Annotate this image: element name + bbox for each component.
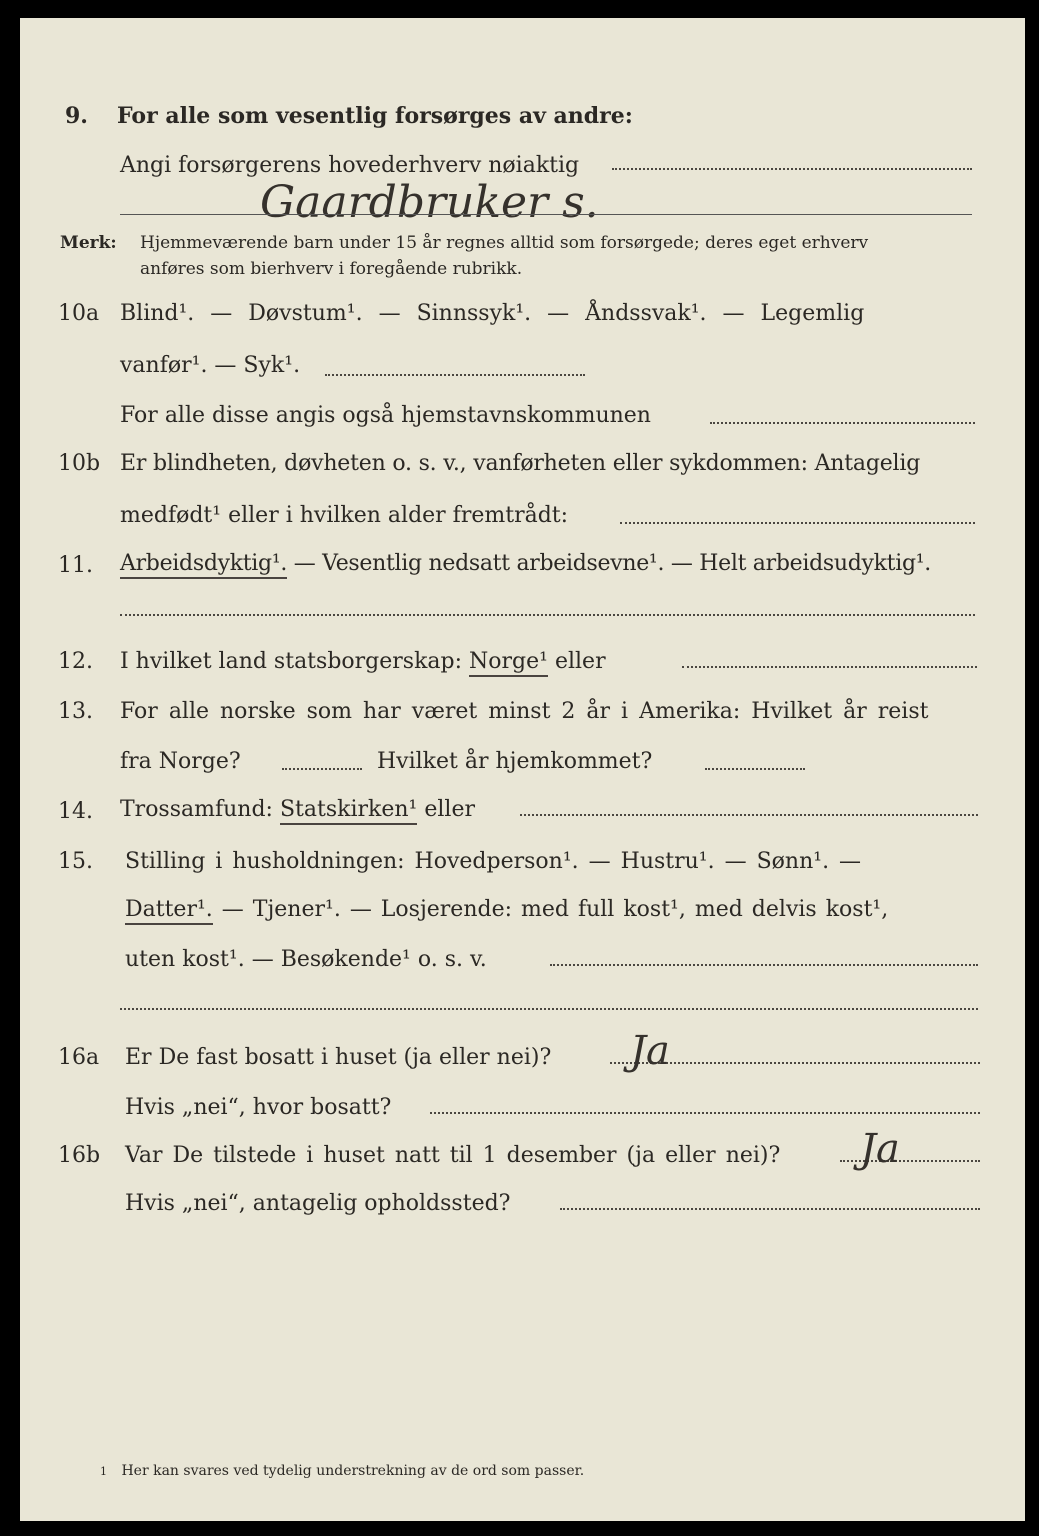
q11-option-arbeidsdyktig: Arbeidsdyktig¹. (120, 551, 287, 579)
q12-answer-line (682, 666, 977, 668)
q10b-line-1: Er blindheten, døvheten o. s. v., vanførheten eller sykdommen: Antagelig (120, 451, 921, 476)
q14-label: Trossamfund: (120, 797, 273, 822)
q9-handwritten-answer: Gaardbruker s. (260, 177, 599, 228)
q10b-answer-line (620, 522, 975, 524)
q11-number: 11. (58, 553, 93, 578)
census-form-page (20, 18, 1025, 1521)
q15-answer-line-2 (120, 1008, 978, 1010)
q9-number: 9. (65, 103, 88, 129)
q15-option-datter: Datter¹. (125, 897, 213, 925)
footnote-text: Her kan svares ved tydelig understrekning av de ord som passer. (121, 1463, 585, 1479)
q11-answer-line (120, 614, 975, 616)
q14-tail: eller (424, 797, 475, 822)
q15-line-1: Stilling i husholdningen: Hovedperson¹. — Hustru¹. — Sønn¹. — (125, 849, 862, 874)
q10a-line-3: For alle disse angis også hjemstavnskommunen (120, 403, 651, 428)
q16a-number: 16a (58, 1045, 100, 1070)
q10a-line-1: Blind¹. — Døvstum¹. — Sinnssyk¹. — Åndssvak¹. — Legemlig (120, 301, 865, 326)
footnote (100, 1463, 584, 1479)
q13-line-2b: Hvilket år hjemkommet? (377, 749, 653, 774)
q13-hjemkommet-line (705, 768, 805, 770)
q9-answer-line (612, 168, 972, 170)
q12-line (120, 648, 606, 676)
q9-answer-line-2 (120, 214, 972, 215)
q9-title: For alle som vesentlig forsørges av andre: (117, 103, 633, 129)
q10a-kommune-line (710, 422, 975, 424)
q10b-line-2: medfødt¹ eller i hvilken alder fremtrådt: (120, 503, 569, 528)
q13-line-2a: fra Norge? (120, 749, 241, 774)
q15-line-2-rest: — Tjener¹. — Losjerende: med full kost¹, med delvis kost¹, (221, 897, 889, 922)
q16a-line-1: Er De fast bosatt i huset (ja eller nei)? (125, 1045, 552, 1070)
q13-line-1: For alle norske som har været minst 2 år i Amerika: Hvilket år reist (120, 699, 929, 724)
q14-number: 14. (58, 799, 93, 824)
q16a-handwritten-answer: Ja (630, 1028, 670, 1074)
q15-answer-line (550, 964, 978, 966)
q11-line (120, 550, 931, 578)
q9-label: Angi forsørgerens hovederhverv nøiaktig (120, 153, 580, 178)
q12-label: I hvilket land statsborgerskap: (120, 649, 463, 674)
footnote-mark: 1 (100, 1465, 107, 1478)
merk-line-2: anføres som bierhverv i foregående rubrikk. (140, 259, 523, 279)
q12-option-norge: Norge¹ (469, 649, 548, 677)
q16b-line-2: Hvis „nei“, antagelig opholdssted? (125, 1191, 511, 1216)
q15-line-2 (125, 896, 888, 924)
q16a-bosatt-line (430, 1112, 980, 1114)
q16a-line-2: Hvis „nei“, hvor bosatt? (125, 1095, 392, 1120)
q14-option-statskirken: Statskirken¹ (280, 797, 417, 825)
q10b-number: 10b (58, 451, 101, 476)
merk-label: Merk: (60, 233, 117, 253)
q12-tail: eller (554, 649, 606, 674)
q11-rest: — Vesentlig nedsatt arbeidsevne¹. — Helt arbeidsudyktig¹. (293, 551, 931, 576)
q14-line (120, 796, 475, 824)
q16b-handwritten-answer: Ja (860, 1126, 900, 1172)
q13-number: 13. (58, 699, 93, 724)
q10a-number: 10a (58, 301, 100, 326)
q10a-line-2: vanfør¹. — Syk¹. (120, 353, 301, 378)
q15-number: 15. (58, 849, 93, 874)
q16b-line-1: Var De tilstede i huset natt til 1 desember (ja eller nei)? (125, 1143, 781, 1168)
q12-number: 12. (58, 649, 93, 674)
q16b-opholdssted-line (560, 1208, 980, 1210)
merk-line-1: Hjemmeværende barn under 15 år regnes alltid som forsørgede; deres eget erhverv (140, 233, 869, 253)
q14-answer-line (520, 814, 978, 816)
q13-reist-line (282, 768, 362, 770)
q10a-syk-line (325, 374, 585, 376)
q16b-number: 16b (58, 1143, 101, 1168)
q15-line-3: uten kost¹. — Besøkende¹ o. s. v. (125, 947, 487, 972)
